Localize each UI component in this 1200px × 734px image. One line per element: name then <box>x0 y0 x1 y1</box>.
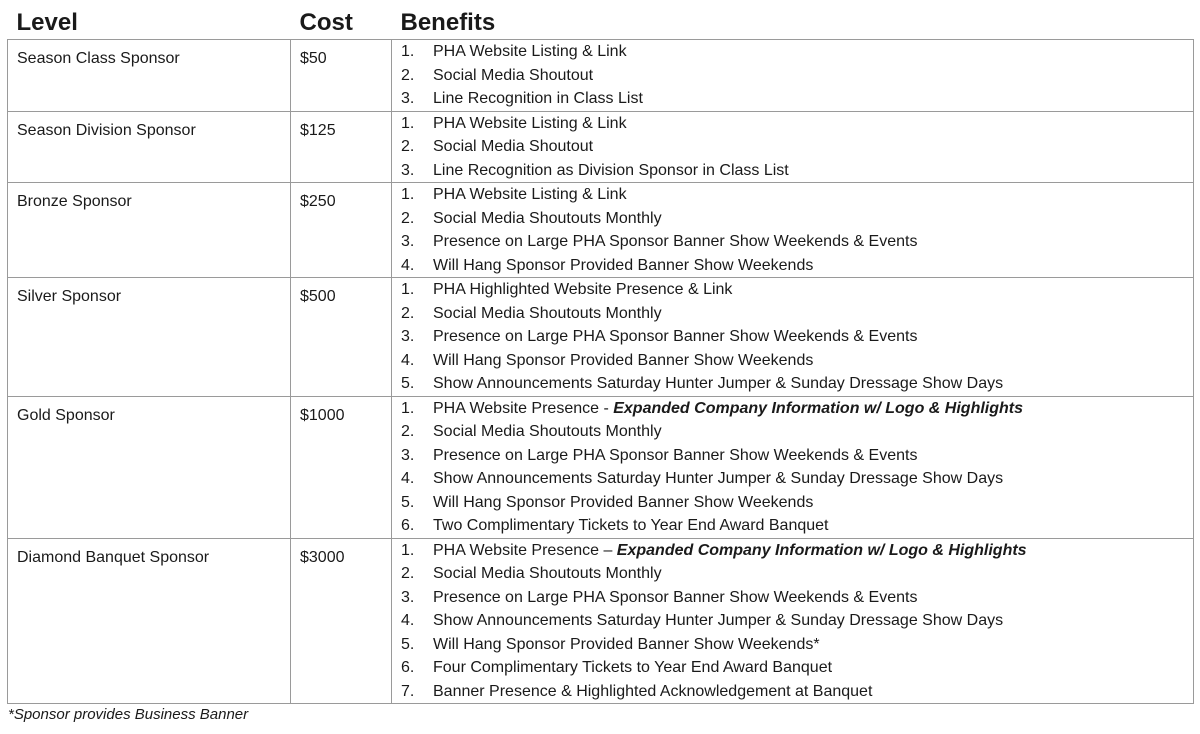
benefit-item <box>401 491 1193 515</box>
benefit-text: Social Media Shoutouts Monthly <box>433 565 662 582</box>
sponsor-benefits-cell <box>392 183 1194 278</box>
table-row <box>8 396 1194 538</box>
sponsor-benefits-cell <box>392 111 1194 183</box>
benefit-text: Social Media Shoutouts Monthly <box>433 304 662 322</box>
benefit-number: 4. <box>401 256 415 274</box>
benefit-text: Line Recognition as Division Sponsor in Class List <box>433 161 789 179</box>
sponsor-level-cell: Gold Sponsor <box>8 396 291 538</box>
benefit-text: Show Announcements Saturday Hunter Jumper & Sunday Dressage Show Days <box>433 375 1004 392</box>
table-row <box>8 538 1194 704</box>
benefit-item <box>401 40 1193 64</box>
benefit-item <box>401 586 1193 610</box>
benefit-item <box>401 514 1193 538</box>
benefit-text: PHA Website Presence – <box>433 541 617 559</box>
benefit-text: Presence on Large PHA Sponsor Banner Show Weekends & Events <box>433 233 918 250</box>
benefit-text: Social Media Shoutout <box>433 66 594 84</box>
benefit-item <box>401 349 1193 373</box>
benefit-item <box>401 64 1193 88</box>
sponsor-level-cell: Season Class Sponsor <box>8 40 291 112</box>
benefit-number: 1. <box>401 541 415 559</box>
benefit-item <box>401 467 1193 491</box>
benefit-item <box>401 633 1193 657</box>
sponsor-benefits-cell <box>392 40 1194 112</box>
benefit-number: 5. <box>401 375 415 392</box>
sponsor-level-cell: Bronze Sponsor <box>8 183 291 278</box>
table-header-row <box>8 6 1194 40</box>
sponsor-benefits-cell <box>392 278 1194 397</box>
sponsor-cost-cell: $500 <box>291 278 392 397</box>
benefit-item <box>401 302 1193 326</box>
benefits-list <box>392 539 1193 704</box>
table-body <box>8 40 1194 704</box>
benefit-text: Banner Presence & Highlighted Acknowledgement at Banquet <box>433 682 873 700</box>
benefit-number: 4. <box>401 470 415 487</box>
benefit-item <box>401 207 1193 231</box>
benefit-number: 2. <box>401 138 415 155</box>
benefit-text: Social Media Shoutouts Monthly <box>433 209 662 227</box>
benefit-text: PHA Website Listing & Link <box>433 186 627 203</box>
benefit-text: Presence on Large PHA Sponsor Banner Show Weekends & Events <box>433 328 918 345</box>
benefit-number: 2. <box>401 209 415 227</box>
benefit-item <box>401 278 1193 302</box>
benefit-item <box>401 420 1193 444</box>
sponsor-cost-cell: $1000 <box>291 396 392 538</box>
benefit-text: Will Hang Sponsor Provided Banner Show Weekends <box>433 351 814 369</box>
benefit-text: PHA Highlighted Website Presence & Link <box>433 281 733 298</box>
footnote: *Sponsor provides Business Banner <box>8 706 249 723</box>
benefit-number: 3. <box>401 588 415 606</box>
benefit-item <box>401 87 1193 111</box>
benefit-number: 3. <box>401 161 415 179</box>
benefit-number: 3. <box>401 446 415 464</box>
benefit-number: 2. <box>401 423 415 440</box>
benefit-text: PHA Website Listing & Link <box>433 43 627 60</box>
benefit-item <box>401 609 1193 633</box>
benefit-item <box>401 397 1193 421</box>
sponsorship-levels-table <box>7 6 1194 704</box>
benefit-text: Presence on Large PHA Sponsor Banner Show Weekends & Events <box>433 588 918 606</box>
benefit-item <box>401 444 1193 468</box>
sponsor-benefits-cell <box>392 538 1194 704</box>
benefit-number: 5. <box>401 493 415 511</box>
benefit-number: 7. <box>401 682 415 700</box>
benefit-emphasis: Expanded Company Information w/ Logo & Highlights <box>616 541 1027 559</box>
benefit-text: Line Recognition in Class List <box>433 90 643 107</box>
benefit-item <box>401 562 1193 586</box>
benefit-number: 1. <box>401 399 415 417</box>
benefit-number: 2. <box>401 565 415 582</box>
benefit-text: Presence on Large PHA Sponsor Banner Show Weekends & Events <box>433 446 918 464</box>
benefit-number: 1. <box>401 43 415 60</box>
benefits-list <box>392 183 1193 277</box>
benefit-text: Four Complimentary Tickets to Year End Award Banquet <box>433 659 833 676</box>
benefits-list <box>392 278 1193 396</box>
benefit-item <box>401 230 1193 254</box>
benefit-text: Two Complimentary Tickets to Year End Award Banquet <box>433 517 829 534</box>
benefit-text: PHA Website Presence - <box>433 399 614 417</box>
benefit-number: 3. <box>401 233 415 250</box>
benefit-text: Social Media Shoutout <box>433 138 594 155</box>
sponsor-cost-cell: $50 <box>291 40 392 112</box>
benefit-number: 2. <box>401 304 415 322</box>
sponsor-cost-cell: $125 <box>291 111 392 183</box>
benefit-text: Social Media Shoutouts Monthly <box>433 423 662 440</box>
benefit-item <box>401 656 1193 680</box>
sponsor-cost-cell: $250 <box>291 183 392 278</box>
header-level: Level <box>8 6 291 40</box>
benefit-text: Will Hang Sponsor Provided Banner Show Weekends <box>433 493 814 511</box>
benefit-item <box>401 680 1193 704</box>
sponsor-level-cell: Season Division Sponsor <box>8 111 291 183</box>
sponsor-level-cell: Diamond Banquet Sponsor <box>8 538 291 704</box>
benefit-number: 3. <box>401 90 415 107</box>
benefit-number: 2. <box>401 66 415 84</box>
benefit-number: 1. <box>401 281 415 298</box>
sponsor-level-cell: Silver Sponsor <box>8 278 291 397</box>
benefit-item <box>401 135 1193 159</box>
benefit-item <box>401 372 1193 396</box>
benefit-item <box>401 254 1193 278</box>
benefit-text: Show Announcements Saturday Hunter Jumper & Sunday Dressage Show Days <box>433 470 1004 487</box>
table-row <box>8 183 1194 278</box>
table-row <box>8 40 1194 112</box>
benefit-number: 6. <box>401 517 415 534</box>
benefit-number: 1. <box>401 114 415 132</box>
benefits-list <box>392 40 1193 111</box>
benefit-number: 3. <box>401 328 415 345</box>
benefit-item <box>401 325 1193 349</box>
benefit-text: Show Announcements Saturday Hunter Jumper & Sunday Dressage Show Days <box>433 612 1004 629</box>
benefit-item <box>401 112 1193 136</box>
benefit-item <box>401 183 1193 207</box>
benefit-number: 1. <box>401 186 415 203</box>
sponsor-cost-cell: $3000 <box>291 538 392 704</box>
benefit-item <box>401 539 1193 563</box>
table-row <box>8 278 1194 397</box>
benefits-list <box>392 397 1193 538</box>
benefit-number: 4. <box>401 351 415 369</box>
benefit-text: Will Hang Sponsor Provided Banner Show Weekends* <box>433 635 820 653</box>
benefit-number: 5. <box>401 635 415 653</box>
header-cost: Cost <box>291 6 392 40</box>
benefit-number: 6. <box>401 659 415 676</box>
header-benefits: Benefits <box>392 6 1194 40</box>
benefits-list <box>392 112 1193 183</box>
benefit-number: 4. <box>401 612 415 629</box>
sponsor-benefits-cell <box>392 396 1194 538</box>
benefit-text: PHA Website Listing & Link <box>433 114 627 132</box>
benefit-text: Will Hang Sponsor Provided Banner Show Weekends <box>433 256 814 274</box>
benefit-item <box>401 159 1193 183</box>
table-row <box>8 111 1194 183</box>
benefit-emphasis: Expanded Company Information w/ Logo & Highlights <box>613 399 1024 417</box>
